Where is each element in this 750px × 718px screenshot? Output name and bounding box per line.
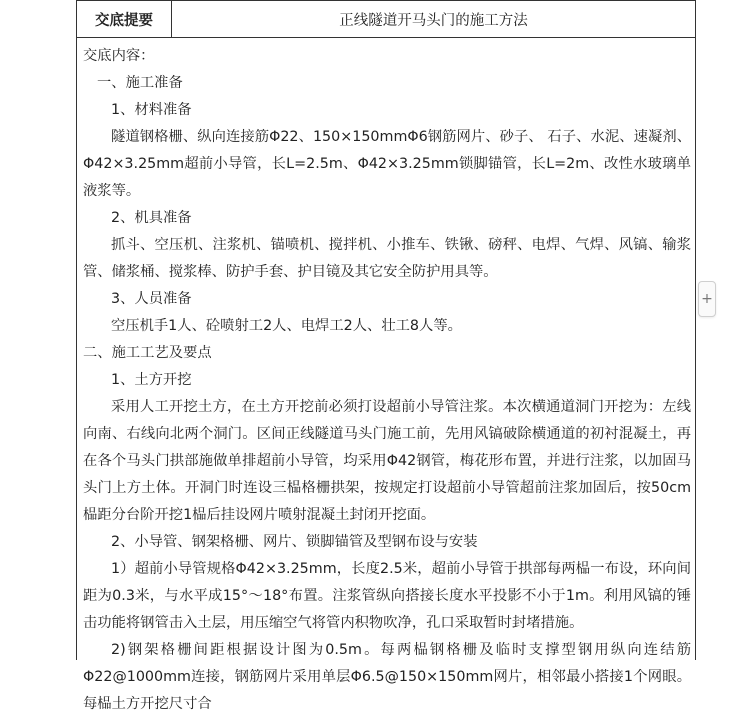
header-row — [77, 0, 695, 38]
section-heading-1: 一、施工准备 — [97, 75, 183, 91]
item-2-paragraph: 2)钢架格栅间距根据设计图为0.5m。每两榀钢格栅及临时支撑型钢用纵向连结筋Φ22@1000mm连接，钢筋网片采用单层Φ6.5@150×150mm网片，相邻最小搭接1个网眼。每榀土方开挖尺寸合 — [83, 642, 691, 712]
tools-paragraph: 抓斗、空压机、注浆机、锚喷机、搅拌机、小推车、铁锹、磅秤、电焊、气焊、风镐、输浆管、储浆桶、搅浆棒、防护手套、护目镜及其它安全防护用具等。 — [83, 237, 691, 280]
item-1-paragraph: 1）超前小导管规格Φ42×3.25mm，长度2.5米，超前小导管于拱部每两榀一布设，环向间距为0.3米，与水平成15°～18°布置。注浆管纵向搭接长度水平投影不小于1m。利用风镐的锤击功能将钢管击入土层，用压缩空气将管内积物吹净，孔口采取暂时封堵措施。 — [83, 561, 691, 631]
subsection-materials: 1、材料准备 — [111, 102, 192, 118]
plus-icon: + — [701, 291, 713, 307]
add-button[interactable] — [698, 281, 716, 317]
disclosure-sheet — [76, 0, 696, 712]
subsection-excavation: 1、土方开挖 — [111, 372, 192, 388]
header-label: 交底提要 — [77, 1, 172, 37]
subsection-supports: 2、小导管、钢架格栅、网片、锁脚锚管及型钢布设与安装 — [111, 534, 478, 550]
materials-paragraph: 隧道钢格栅、纵向连接筋Φ22、150×150mmΦ6钢筋网片、砂子、 石子、水泥、速凝剂、Φ42×3.25mm超前小导管，长L=2.5m、Φ42×3.25mm锁脚锚管，长L=2m、改性水玻璃单液浆等。 — [83, 129, 691, 199]
subsection-tools: 2、机具准备 — [111, 210, 192, 226]
header-title: 正线隧道开马头门的施工方法 — [339, 12, 528, 29]
disclosure-content — [83, 43, 691, 718]
subsection-staff: 3、人员准备 — [111, 291, 192, 307]
section-heading-2: 二、施工工艺及要点 — [83, 345, 212, 361]
content-intro: 交底内容： — [83, 48, 155, 64]
staff-paragraph: 空压机手1人、砼喷射工2人、电焊工2人、壮工8人等。 — [111, 318, 462, 334]
excavation-paragraph: 采用人工开挖土方，在土方开挖前必须打设超前小导管注浆。本次横通道洞门开挖为：左线向南、右线向北两个洞门。区间正线隧道马头门施工前，先用风镐破除横通道的初衬混凝土，再在各个马头门拱部施做单排超前小导管，均采用Φ42钢管，梅花形布置，并进行注浆，以加固马头门上方土体。开洞门时连设三榀格栅拱架，按规定打设超前小导管超前注浆加固后，按50cm榀距分台阶开挖1榀后挂设网片喷射混凝土封闭开挖面。 — [83, 399, 691, 523]
